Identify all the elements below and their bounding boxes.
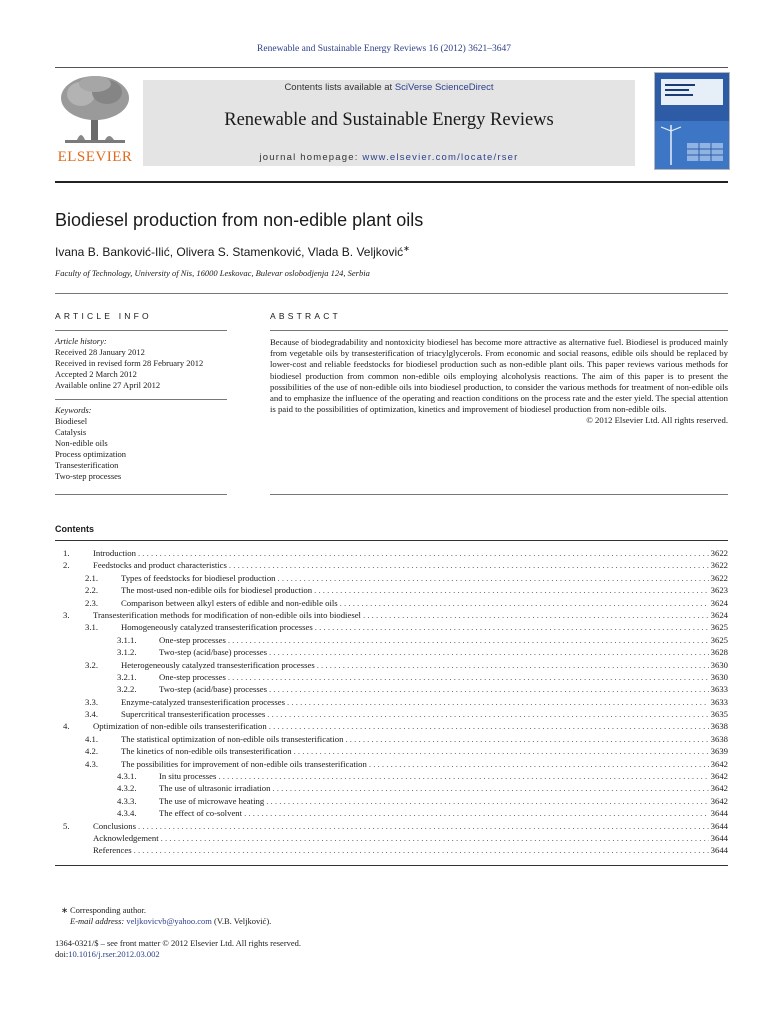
toc-entry-number: 4. (63, 721, 70, 732)
toc-leader-dots (345, 733, 708, 745)
homepage-link[interactable]: www.elsevier.com/locate/rser (362, 152, 519, 163)
toc-entry-number: 3.4. (85, 709, 99, 720)
footnote-marker: ∗ (61, 905, 69, 915)
toc-entry-page: 3625 (710, 634, 728, 645)
toc-entry-title: In situ processes (159, 771, 217, 782)
toc-entry[interactable] (55, 671, 728, 683)
toc-entry[interactable] (55, 795, 728, 807)
toc-entry[interactable] (55, 547, 728, 559)
keyword-item: Process optimization (55, 449, 127, 459)
toc-entry-title: Heterogeneously catalyzed transesterification processes (121, 659, 315, 670)
abstract-text: Because of biodegradability and nontoxicity biodiesel has become more attractive as alternative fuel. Biodiesel is produced mainly from vegetable oils by transesterification of triacylglycerols. From economic and social reasons, edible oils should be replaced by lower-cost and reliable feedstocks for biodiesel production such as non-edible plant oils. This paper reviews various methods for biodiesel production from common non-edible oils employing alcoholysis reactions. The aim of this paper is to present the possibilities of the use of non-edible oils into biodiesel production, to consider the various methods for treatment of non-edible oils and to emphasize the influence of the operating and reaction conditions on the process rate and the ester yield. The special attention is paid to the possibilities of optimization, kinetics and improvement of biodiesel production from non-edible oils. (270, 337, 728, 415)
toc-entry-page: 3644 (710, 845, 728, 856)
header-rule (55, 67, 728, 68)
toc-entry-number: 2.1. (85, 572, 99, 583)
table-of-contents (55, 547, 728, 857)
toc-leader-dots (363, 609, 709, 621)
toc-entry-page: 3644 (710, 808, 728, 819)
toc-entry-number: 5. (63, 820, 70, 831)
toc-entry-number: 1. (63, 548, 70, 558)
author-list (55, 244, 410, 259)
toc-entry-number: 3. (63, 609, 70, 620)
toc-entry-number: 2.3. (85, 597, 99, 608)
history-item: Received 28 January 2012 (55, 347, 145, 357)
toc-entry-page: 3642 (710, 783, 728, 794)
corresponding-author-marker[interactable]: ∗ (403, 244, 410, 253)
toc-entry[interactable] (55, 634, 728, 646)
article-history-label: Article history: (55, 336, 107, 346)
toc-entry-title: Homogeneously catalyzed transesterification processes (121, 622, 313, 633)
toc-entry-title: Comparison between alkyl esters of edible and non-edible oils (121, 597, 338, 608)
journal-title: Renewable and Sustainable Energy Reviews (224, 110, 554, 130)
toc-entry-title: Two-step (acid/base) processes (159, 684, 267, 695)
contents-prefix: Contents lists available at (284, 82, 395, 93)
toc-entry-number: 4.3.1. (117, 771, 137, 782)
contents-end-rule (55, 865, 728, 866)
toc-entry-page: 3628 (710, 647, 728, 658)
abstract-body (270, 337, 728, 427)
toc-entry-page: 3622 (710, 560, 728, 571)
journal-homepage (143, 152, 635, 163)
keyword-item: Two-step processes (55, 471, 122, 481)
toc-entry-page: 3623 (710, 585, 728, 596)
history-item: Received in revised form 28 February 2012 (55, 358, 204, 368)
abstract-end-rule (270, 494, 728, 495)
toc-entry-page: 3644 (710, 820, 728, 831)
contents-rule (55, 540, 728, 541)
toc-entry-title: The statistical optimization of non-edible oils transesterification (121, 733, 344, 744)
toc-entry-number: 3.1. (85, 622, 99, 633)
toc-entry-page: 3638 (710, 733, 728, 744)
toc-entry-page: 3642 (710, 771, 728, 782)
toc-entry-page: 3622 (710, 572, 728, 583)
toc-entry-number: 3.1.2. (117, 647, 137, 658)
toc-leader-dots (266, 795, 708, 807)
toc-entry-page: 3642 (710, 758, 728, 769)
masthead-rule (55, 181, 728, 183)
toc-entry[interactable] (55, 683, 728, 695)
toc-entry[interactable] (55, 720, 728, 732)
toc-entry-number: 3.2.2. (117, 684, 137, 695)
toc-entry-title: The possibilities for improvement of non-edible oils transesterification (121, 758, 367, 769)
doi-link[interactable]: 10.1016/j.rser.2012.03.002 (68, 949, 160, 959)
toc-entry[interactable] (55, 782, 728, 794)
toc-entry-page: 3633 (710, 696, 728, 707)
toc-entry[interactable] (55, 733, 728, 745)
article-info-heading: ARTICLE INFO (55, 311, 152, 321)
toc-leader-dots (369, 758, 709, 770)
toc-leader-dots (315, 621, 709, 633)
abstract-heading: ABSTRACT (270, 311, 341, 321)
email-suffix: (V.B. Veljković). (213, 916, 272, 926)
toc-leader-dots (272, 782, 708, 794)
page-footer (55, 938, 301, 960)
toc-entry[interactable] (55, 708, 728, 720)
toc-entry-title: One-step processes (159, 671, 226, 682)
cover-image-icon (655, 73, 729, 169)
journal-citation: Renewable and Sustainable Energy Reviews 16 (2012) 3621–3647 (257, 44, 511, 54)
toc-leader-dots (269, 720, 709, 732)
toc-entry-number: 3.3. (85, 696, 99, 707)
article-info-end-rule (55, 494, 227, 495)
authors-names: Ivana B. Banković-Ilić, Olivera S. Stamenković, Vlada B. Veljković (55, 245, 404, 259)
toc-entry-title: Supercritical transesterification processes (121, 709, 266, 720)
abstract-copyright: © 2012 Elsevier Ltd. All rights reserved. (586, 415, 728, 426)
paper-title: Biodiesel production from non-edible plant oils (55, 210, 424, 230)
toc-leader-dots (267, 708, 708, 720)
toc-entry[interactable] (55, 621, 728, 633)
toc-leader-dots (269, 683, 709, 695)
toc-entry-number: 4.2. (85, 746, 99, 757)
toc-entry-title: References (93, 845, 132, 856)
toc-entry-number: 4.3.4. (117, 808, 137, 819)
publisher-name: ELSEVIER (57, 149, 133, 165)
toc-entry-number: 4.3. (85, 758, 99, 769)
toc-entry-title: Types of feedstocks for biodiesel production (121, 572, 276, 583)
toc-entry-title: The use of ultrasonic irradiation (159, 783, 271, 794)
toc-leader-dots (138, 820, 709, 832)
toc-entry-page: 3633 (710, 684, 728, 695)
toc-leader-dots (161, 832, 709, 844)
toc-entry-title: The use of microwave heating (159, 795, 265, 806)
toc-leader-dots (244, 807, 709, 819)
toc-entry[interactable] (55, 832, 728, 844)
sciencedirect-link[interactable]: SciVerse ScienceDirect (394, 82, 494, 93)
tree-icon (55, 74, 135, 150)
email-link[interactable]: veljkovicvb@yahoo.com (126, 916, 212, 926)
toc-entry-title: One-step processes (159, 634, 226, 645)
abstract-rule (270, 330, 728, 331)
toc-entry-page: 3630 (710, 659, 728, 670)
toc-entry[interactable] (55, 696, 728, 708)
journal-masthead (143, 80, 635, 166)
toc-entry[interactable] (55, 844, 728, 856)
journal-cover-thumbnail[interactable] (654, 72, 730, 170)
toc-entry-title: The most-used non-edible oils for biodiesel production (121, 585, 313, 596)
footnote-corresponding-text: Corresponding author. (70, 905, 147, 915)
toc-entry-page: 3630 (710, 671, 728, 682)
toc-leader-dots (228, 634, 709, 646)
toc-leader-dots (340, 597, 709, 609)
keywords-block (55, 405, 255, 482)
history-keywords-rule (55, 399, 227, 400)
history-item: Available online 27 April 2012 (55, 380, 161, 390)
homepage-prefix: journal homepage: (259, 152, 363, 163)
toc-entry[interactable] (55, 758, 728, 770)
keywords-label: Keywords: (55, 405, 92, 415)
article-info-rule (55, 330, 227, 331)
toc-entry-page: 3624 (710, 609, 728, 620)
keyword-item: Biodiesel (55, 416, 88, 426)
toc-entry[interactable] (55, 745, 728, 757)
toc-entry[interactable] (55, 807, 728, 819)
keyword-item: Non-edible oils (55, 438, 108, 448)
toc-entry-title: Feedstocks and product characteristics (93, 560, 227, 571)
toc-entry[interactable] (55, 770, 728, 782)
toc-entry[interactable] (55, 609, 728, 621)
toc-entry-title: Enzyme-catalyzed transesterification processes (121, 696, 286, 707)
issn-line: 1364-0321/$ – see front matter © 2012 Elsevier Ltd. All rights reserved. (55, 938, 302, 948)
toc-entry[interactable] (55, 584, 728, 596)
toc-entry[interactable] (55, 559, 728, 571)
toc-entry-page: 3622 (710, 548, 728, 558)
doi-line (55, 949, 301, 960)
toc-leader-dots (218, 770, 708, 782)
contents-heading: Contents (55, 524, 94, 534)
toc-entry-page: 3638 (710, 721, 728, 732)
toc-entry-title: The effect of co-solvent (159, 808, 243, 819)
affiliation-rule (55, 293, 728, 294)
history-item: Accepted 2 March 2012 (55, 369, 137, 379)
toc-leader-dots (229, 559, 709, 571)
footnote-corresponding (55, 905, 271, 916)
toc-leader-dots (317, 659, 709, 671)
contents-availability (143, 82, 635, 93)
toc-entry-number: 4.1. (85, 733, 99, 744)
toc-leader-dots (314, 584, 709, 596)
keyword-item: Catalysis (55, 427, 87, 437)
toc-entry-title: Optimization of non-edible oils transesterification (93, 721, 267, 732)
toc-leader-dots (134, 844, 709, 856)
doi-prefix: doi: (55, 949, 69, 959)
article-history (55, 336, 255, 391)
toc-entry-number: 4.3.3. (117, 795, 137, 806)
keyword-item: Transesterification (55, 460, 119, 470)
toc-entry-page: 3635 (710, 709, 728, 720)
toc-entry-number: 2.2. (85, 585, 99, 596)
toc-entry[interactable] (55, 820, 728, 832)
toc-leader-dots (287, 696, 709, 708)
toc-leader-dots (294, 745, 709, 757)
toc-entry-title: Introduction (93, 548, 136, 558)
toc-entry-title: Transesterification methods for modification of non-edible oils into biodiesel (93, 609, 361, 620)
author-affiliation: Faculty of Technology, University of Nis, 16000 Leskovac, Bulevar oslobodjenja 124, Serbia (55, 268, 370, 278)
toc-entry-title: Two-step (acid/base) processes (159, 647, 267, 658)
toc-entry-page: 3625 (710, 622, 728, 633)
email-label: E-mail address: (70, 916, 125, 926)
toc-entry-page: 3642 (710, 795, 728, 806)
toc-entry-number: 3.2. (85, 659, 99, 670)
toc-entry-title: The kinetics of non-edible oils transesterification (121, 746, 292, 757)
corresponding-footnote (55, 905, 271, 927)
toc-entry-number: 3.2.1. (117, 671, 137, 682)
toc-entry-page: 3644 (710, 832, 728, 843)
toc-leader-dots (138, 547, 709, 559)
toc-leader-dots (228, 671, 709, 683)
toc-entry-page: 3639 (710, 746, 728, 757)
footnote-email (70, 916, 271, 927)
toc-entry[interactable] (55, 597, 728, 609)
toc-entry-title: Acknowledgement (93, 832, 159, 843)
toc-entry-title: Conclusions (93, 820, 136, 831)
toc-leader-dots (278, 572, 709, 584)
toc-entry[interactable] (55, 659, 728, 671)
toc-entry[interactable] (55, 646, 728, 658)
toc-entry-number: 4.3.2. (117, 783, 137, 794)
toc-entry-number: 3.1.1. (117, 634, 137, 645)
elsevier-logo (55, 74, 135, 166)
toc-leader-dots (269, 646, 709, 658)
toc-entry-page: 3624 (710, 597, 728, 608)
toc-entry-number: 2. (63, 560, 70, 571)
toc-entry[interactable] (55, 572, 728, 584)
